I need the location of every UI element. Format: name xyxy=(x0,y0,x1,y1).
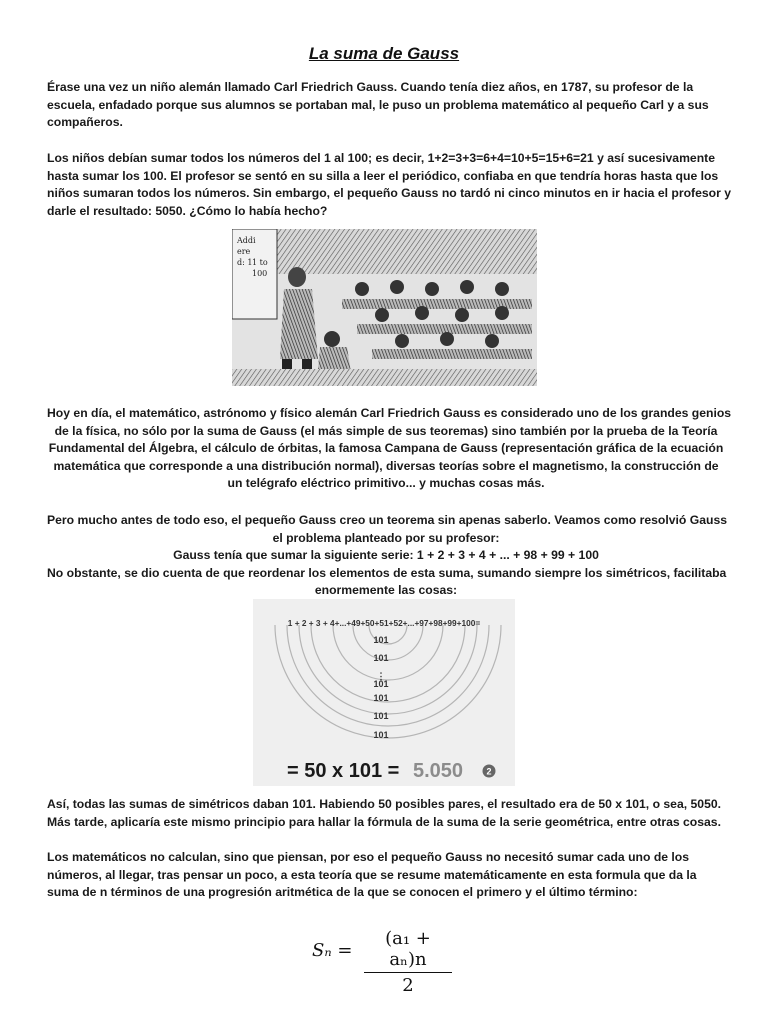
paragraph-line: escuela, enfadado porque sus alumnos se portaban mal, le puso un problema matemático al pequeño Carl y a sus xyxy=(47,97,709,112)
badge-number: 2 xyxy=(486,766,492,777)
board-text: 100 xyxy=(252,269,268,278)
paragraph-line: No obstante, se dio cuenta de que reordenar los elementos de esta suma, sumando siempre los simétricos, facilitaba xyxy=(47,565,727,580)
paragraph-line: Hoy en día, el matemático, astrónomo y físico alemán Carl Friedrich Gauss es considerado uno de los grandes genios xyxy=(47,406,732,420)
board-text: ere xyxy=(237,247,251,256)
paragraph-line: Érase una vez un niño alemán llamado Carl Friedrich Gauss. Cuando tenía diez años, en 1787, su profesor de la xyxy=(47,80,694,94)
paragraph-line: Gauss tenía que sumar la siguiente serie: 1 + 2 + 3 + 4 + ... + 98 + 99 + 100 xyxy=(173,548,599,562)
paragraph-line: hasta sumar los 100. El profesor se sentó en su silla a leer el periódico, confiaba en que tendría horas hasta que los xyxy=(47,168,719,183)
formula-lhs: Sₙ = xyxy=(312,940,353,961)
result-prefix: = 50 x 101 = xyxy=(287,760,400,782)
paragraph-line: compañeros. xyxy=(47,115,123,129)
paragraph-line: suma de n términos de una progresión aritmética de la que se conocen el primero y el último término: xyxy=(47,885,638,899)
gauss-pairing-diagram xyxy=(253,599,515,786)
paragraph-biography xyxy=(47,405,732,493)
pair-sum-label: 101 xyxy=(373,711,389,721)
paragraph-line: Fundamental del Álgebra, el cálculo de órbitas, la famosa Campana de Gauss (representación gráfica de la ecuación xyxy=(48,441,724,455)
pair-sum-label: 101 xyxy=(373,693,389,703)
board-text: 1 to xyxy=(252,258,268,267)
paragraph-line: Más tarde, aplicaría este mismo principio para hallar la fórmula de la suma de la serie geométrica, entre otras cosas. xyxy=(47,814,721,829)
paragraph-problem xyxy=(47,150,731,220)
pair-sum-label: 101 xyxy=(373,730,389,740)
paragraph-line: niños sumaran todos los números. Sin embargo, el pequeño Gauss no tardó ni cinco minutos en ir hacia el profesor y xyxy=(47,186,731,200)
result-value: 5.050 xyxy=(413,760,464,782)
board-text: d: 1 xyxy=(237,258,253,267)
paragraph-line: Los niños debían sumar todos los números del 1 al 100; es decir, 1+2=3+3=6+4=10+5=15+6=21 y así sucesivamente xyxy=(47,151,715,165)
formula-fraction xyxy=(364,928,452,996)
fraction-bar xyxy=(364,972,452,973)
paragraph-line: darle el resultado: 5050. ¿Cómo lo había hecho? xyxy=(47,203,328,218)
pair-sum-label: 101 xyxy=(373,679,389,689)
paragraph-line: de la física, no sólo por la suma de Gauss (el más simple de sus teoremas) sino también por la prueba de la Teoría xyxy=(54,423,718,438)
board-text: Addi xyxy=(237,236,256,245)
paragraph-theorem xyxy=(47,512,728,600)
pair-dots: ⋮ xyxy=(376,671,386,681)
formula-numerator: (a₁ + aₙ)n xyxy=(385,928,431,970)
paragraph-line: enormemente las cosas: xyxy=(314,583,458,597)
paragraph-line: Los matemáticos no calculan, sino que piensan, por eso el pequeño Gauss no necesitó sumar cada uno de los xyxy=(47,850,690,864)
paragraph-line: el problema planteado por su profesor: xyxy=(272,530,500,545)
pair-sum-label: 101 xyxy=(373,653,389,663)
paragraph-line: Así, todas las sumas de simétricos daban 101. Habiendo 50 posibles pares, el resultado era de 50 x 101, o sea, 5050. xyxy=(47,797,722,811)
sum-formula xyxy=(312,928,462,996)
document-title: La suma de Gauss xyxy=(308,44,460,63)
paragraph-line: matemática que corresponde a una distribución normal), diversas teorías sobre el magnetismo, la construcción de xyxy=(53,458,719,473)
pair-sum-label: 101 xyxy=(373,635,389,645)
paragraph-intro xyxy=(47,79,725,132)
series-text: 1 + 2 + 3 + 4+...+49+50+51+52+...+97+98+99+100= xyxy=(287,618,481,628)
paragraph-conclusion xyxy=(47,849,725,902)
paragraph-line: un telégrafo eléctrico primitivo... y muchas cosas más. xyxy=(227,476,545,490)
paragraph-line: números, al llegar, tras pensar un poco, a esta teoría que se resume matemáticamente en esta formula que da la xyxy=(47,867,697,882)
paragraph-line: Pero mucho antes de todo eso, el pequeño Gauss creo un teorema sin apenas saberlo. Veamos como resolvió Gauss xyxy=(47,513,728,527)
formula-denominator: 2 xyxy=(402,975,414,996)
paragraph-explanation xyxy=(47,796,725,831)
classroom-illustration xyxy=(232,229,537,386)
